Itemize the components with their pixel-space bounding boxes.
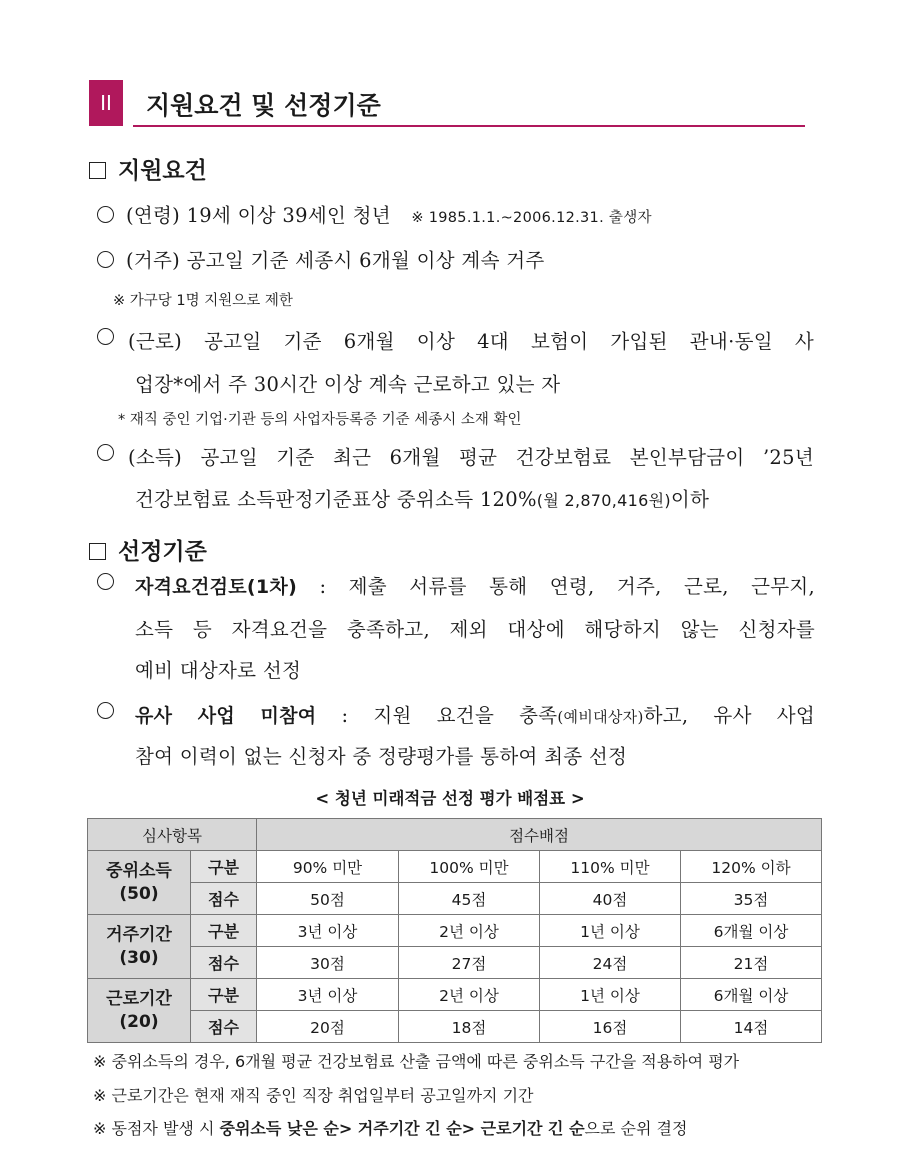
income-amount: (월 2,870,416원): [536, 491, 671, 510]
table-cell: 120% 이하: [681, 851, 822, 883]
table-cell: 90% 미만: [257, 851, 399, 883]
qualification-line-1: 자격요건검토(1차) : 제출 서류를 통해 연령, 거주, 근로, 근무지,: [135, 575, 815, 598]
age-note: ※ 1985.1.1.~2006.12.31. 출생자: [411, 210, 652, 226]
eligibility-heading: 지원요건: [89, 152, 207, 185]
eligibility-work: [97, 326, 126, 349]
circle-bullet-icon: [97, 328, 114, 345]
table-cell: 100% 미만: [399, 851, 540, 883]
eligibility-income: [97, 442, 126, 465]
table-cell: 35점: [681, 883, 822, 915]
tiebreak-order: 중위소득 낮은 순> 거주기간 긴 순> 근로기간 긴 순: [219, 1119, 585, 1138]
work-line-2: 업장*에서 주 30시간 이상 계속 근로하고 있는 자: [135, 373, 561, 396]
table-cell: 50점: [257, 883, 399, 915]
table-cell: 14점: [681, 1011, 822, 1043]
division-label: 구분: [191, 915, 257, 947]
table-row: [88, 915, 822, 947]
division-label: 구분: [191, 979, 257, 1011]
eligibility-age: (연령) 19세 이상 39세인 청년 ※ 1985.1.1.~2006.12.31. 출생자: [97, 200, 652, 228]
similar-line-1: 유사 사업 미참여 : 지원 요건을 충족(예비대상자)하고, 유사 사업: [135, 704, 815, 727]
table-cell: 20점: [257, 1011, 399, 1043]
points-label: 점수: [191, 947, 257, 979]
table-cell: 6개월 이상: [681, 915, 822, 947]
selection-heading: 선정기준: [89, 533, 207, 566]
income-line-2: 건강보험료 소득판정기준표상 중위소득 120%(월 2,870,416원)이하: [135, 488, 710, 511]
table-cell: 1년 이상: [540, 979, 681, 1011]
table-caption: < 청년 미래적금 선정 평가 배점표 >: [315, 789, 585, 808]
circle-bullet-icon: [97, 702, 114, 719]
section-title: 지원요건 및 선정기준: [146, 91, 381, 120]
points-label: 점수: [191, 883, 257, 915]
section-title-underline: [133, 125, 805, 127]
circle-bullet-icon: [97, 206, 114, 223]
income-line-1: (소득) 공고일 기준 최근 6개월 평균 건강보험료 본인부담금이 ’25년: [128, 446, 814, 469]
qualification-line-2: 소득 등 자격요건을 충족하고, 제외 대상에 해당하지 않는 신청자를: [135, 618, 815, 641]
residence-note: ※ 가구당 1명 지원으로 제한: [113, 293, 293, 309]
selection-qualification: [97, 571, 126, 594]
table-cell: 16점: [540, 1011, 681, 1043]
table-row: [88, 979, 822, 1011]
category-cell: 중위소득 (50): [88, 851, 191, 915]
category-cell: 근로기간 (20): [88, 979, 191, 1043]
footnote-2: ※ 근로기간은 현재 재직 중인 직장 취업일부터 공고일까지 기간: [93, 1086, 534, 1105]
table-cell: 27점: [399, 947, 540, 979]
score-table: [87, 818, 822, 1043]
footnote-1: ※ 중위소득의 경우, 6개월 평균 건강보험료 산출 금액에 따른 중위소득 구간을 적용하여 평가: [93, 1052, 740, 1071]
table-cell: 24점: [540, 947, 681, 979]
circle-bullet-icon: [97, 251, 114, 268]
table-cell: 2년 이상: [399, 915, 540, 947]
table-cell: 2년 이상: [399, 979, 540, 1011]
similar-line-2: 참여 이력이 없는 신청자 중 정량평가를 통하여 최종 선정: [135, 745, 628, 768]
square-bullet-icon: [89, 543, 106, 560]
points-label: 점수: [191, 1011, 257, 1043]
table-cell: 21점: [681, 947, 822, 979]
qualification-line-3: 예비 대상자로 선정: [135, 659, 302, 682]
section-number-badge: II: [89, 80, 123, 126]
table-row: [88, 883, 822, 915]
work-line-1: (근로) 공고일 기준 6개월 이상 4대 보험이 가입된 관내·동일 사: [128, 330, 814, 353]
work-note: * 재직 중인 기업·기관 등의 사업자등록증 기준 세종시 소재 확인: [118, 412, 522, 428]
table-header-row: [88, 819, 822, 851]
table-row: [88, 947, 822, 979]
circle-bullet-icon: [97, 444, 114, 461]
table-cell: 6개월 이상: [681, 979, 822, 1011]
table-row: [88, 851, 822, 883]
category-cell: 거주기간 (30): [88, 915, 191, 979]
table-cell: 110% 미만: [540, 851, 681, 883]
similar-title: 유사 사업 미참여: [135, 705, 317, 727]
eligibility-residence: (거주) 공고일 기준 세종시 6개월 이상 계속 거주: [97, 245, 544, 273]
footnote-3: ※ 동점자 발생 시 중위소득 낮은 순> 거주기간 긴 순> 근로기간 긴 순으로 순위 결정: [93, 1119, 688, 1138]
square-bullet-icon: [89, 162, 106, 179]
header-score: 점수배점: [257, 819, 822, 851]
table-cell: 3년 이상: [257, 915, 399, 947]
table-cell: 3년 이상: [257, 979, 399, 1011]
selection-similar: [97, 700, 126, 723]
table-cell: 30점: [257, 947, 399, 979]
division-label: 구분: [191, 851, 257, 883]
table-cell: 40점: [540, 883, 681, 915]
table-cell: 1년 이상: [540, 915, 681, 947]
table-cell: 45점: [399, 883, 540, 915]
table-row: [88, 1011, 822, 1043]
table-cell: 18점: [399, 1011, 540, 1043]
header-item: 심사항목: [88, 819, 257, 851]
circle-bullet-icon: [97, 573, 114, 590]
qualification-title: 자격요건검토(1차): [135, 576, 298, 598]
